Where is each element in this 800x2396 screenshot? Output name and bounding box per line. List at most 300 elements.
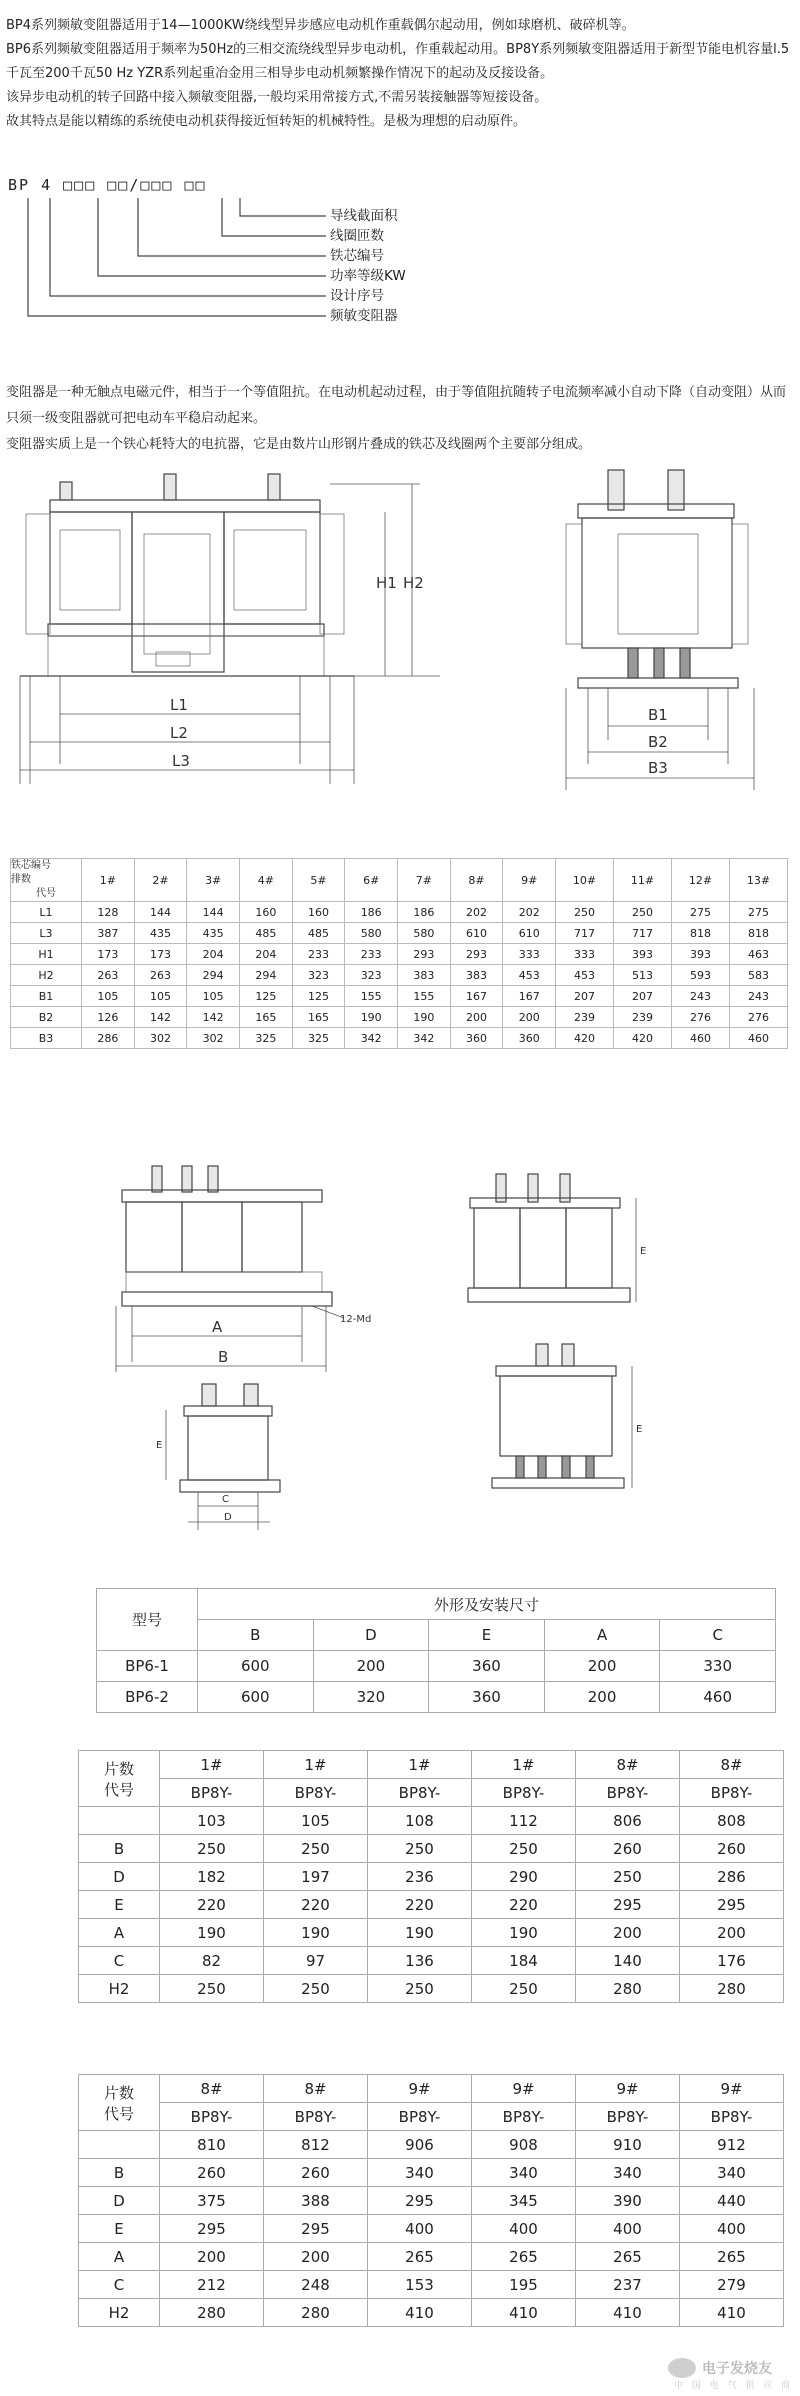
table-cell: 237 <box>576 2271 680 2299</box>
row-label: H2 <box>79 2299 160 2327</box>
table-cell: 190 <box>160 1919 264 1947</box>
table-cell: 263 <box>82 965 135 986</box>
model-number: 806 <box>576 1807 680 1835</box>
table-cell: 250 <box>368 1835 472 1863</box>
table-cell: 485 <box>240 923 293 944</box>
model-prefix: BP8Y- <box>264 1779 368 1807</box>
table-cell: 144 <box>187 902 240 923</box>
table-cell: 167 <box>503 986 556 1007</box>
table-cell: 260 <box>680 1835 784 1863</box>
table-cell: 250 <box>556 902 614 923</box>
table-row <box>79 1835 784 1863</box>
table-cell: 250 <box>472 1835 576 1863</box>
table-cell: 250 <box>576 1863 680 1891</box>
piece-header: 9# <box>472 2075 576 2103</box>
table-cell: 393 <box>672 944 730 965</box>
corner-core-no: 铁芯编号 <box>11 860 51 871</box>
dim-b-bp6: B <box>218 1348 229 1366</box>
model-prefix: BP8Y- <box>264 2103 368 2131</box>
piece-header: 1# <box>368 1751 472 1779</box>
corner-pieces: 片数 <box>103 1759 134 1778</box>
table-cell: 279 <box>680 2271 784 2299</box>
table-cell: 383 <box>450 965 503 986</box>
table-cell: 323 <box>345 965 398 986</box>
table-cell: 295 <box>368 2187 472 2215</box>
row-label: C <box>79 1947 160 1975</box>
label-coil-turns: 线圈匝数 <box>330 228 384 244</box>
column-header: D <box>313 1620 429 1651</box>
column-header: 7# <box>398 859 451 902</box>
corner-code: 代号 <box>36 888 56 899</box>
model-code: BP 4 □□□ □□/□□□ □□ <box>8 176 207 194</box>
row-label: D <box>79 2187 160 2215</box>
column-header: 9# <box>503 859 556 902</box>
table-cell: 239 <box>556 1007 614 1028</box>
table-row <box>11 902 788 923</box>
table-cell: 207 <box>556 986 614 1007</box>
dim-c-bp8y: C <box>222 1494 229 1505</box>
table-row <box>79 1947 784 1975</box>
table-cell: 250 <box>264 1975 368 2003</box>
table-cell: 717 <box>614 923 672 944</box>
table-cell: 610 <box>503 923 556 944</box>
row-label: H2 <box>11 965 82 986</box>
row-label: H2 <box>79 1975 160 2003</box>
model-prefix: BP8Y- <box>680 2103 784 2131</box>
column-header: A <box>544 1620 660 1651</box>
column-header: 6# <box>345 859 398 902</box>
piece-header: 8# <box>160 2075 264 2103</box>
table-cell: 286 <box>680 1863 784 1891</box>
pieces-row <box>79 2075 784 2103</box>
row-label: E <box>79 2215 160 2243</box>
table-cell: 323 <box>292 965 345 986</box>
model-number-row <box>79 2131 784 2159</box>
bp8y-front-drawing <box>158 1380 308 1530</box>
piece-header: 1# <box>264 1751 368 1779</box>
table-cell: 333 <box>556 944 614 965</box>
model-prefix: BP8Y- <box>680 1779 784 1807</box>
model-number: 906 <box>368 2131 472 2159</box>
row-label: B <box>79 2159 160 2187</box>
column-header: 10# <box>556 859 614 902</box>
row-label: L1 <box>11 902 82 923</box>
table-cell: 580 <box>345 923 398 944</box>
table-row <box>11 923 788 944</box>
table-cell: 610 <box>450 923 503 944</box>
table-cell: 342 <box>345 1028 398 1049</box>
table-cell: 294 <box>240 965 293 986</box>
table-cell: 276 <box>730 1007 788 1028</box>
row-label: A <box>79 2243 160 2271</box>
table-row <box>79 1919 784 1947</box>
label-resistor: 频敏变阻器 <box>330 308 398 324</box>
table-cell: 144 <box>134 902 187 923</box>
table-cell: 136 <box>368 1947 472 1975</box>
table-cell: 280 <box>680 1975 784 2003</box>
label-design-serial: 设计序号 <box>330 288 384 304</box>
span-header: 外形及安装尺寸 <box>198 1589 776 1620</box>
label-power-level: 功率等级KW <box>330 268 406 284</box>
table-cell: 125 <box>240 986 293 1007</box>
dim-b2: B2 <box>648 733 668 751</box>
table-cell: 295 <box>160 2215 264 2243</box>
table-cell: 435 <box>187 923 240 944</box>
table-cell: 260 <box>264 2159 368 2187</box>
table-cell: 410 <box>680 2299 784 2327</box>
table-cell: 182 <box>160 1863 264 1891</box>
intro-paragraph-3: 该异步电动机的转子回路中接入频敏变阻器,一般均采用常接方式,不需另装接触器等短接设备。 <box>6 90 548 105</box>
table-row <box>11 965 788 986</box>
table-cell: 184 <box>472 1947 576 1975</box>
table-cell: 463 <box>730 944 788 965</box>
table-cell: 390 <box>576 2187 680 2215</box>
table-row <box>79 2271 784 2299</box>
model-number-row <box>79 1807 784 1835</box>
table-cell: 155 <box>398 986 451 1007</box>
table-cell: 280 <box>264 2299 368 2327</box>
table-cell: 293 <box>398 944 451 965</box>
model-number: 812 <box>264 2131 368 2159</box>
table-cell: 333 <box>503 944 556 965</box>
intro-text <box>6 14 792 134</box>
table-cell: 233 <box>345 944 398 965</box>
dim-l3: L3 <box>172 752 190 770</box>
watermark-brand: 电子发烧友 <box>702 2361 772 2377</box>
table-cell: 190 <box>264 1919 368 1947</box>
table-cell: 325 <box>240 1028 293 1049</box>
table-cell: 197 <box>264 1863 368 1891</box>
front-view-drawing <box>20 464 490 844</box>
table-row <box>97 1651 776 1682</box>
table-cell: 220 <box>472 1891 576 1919</box>
model-header: 型号 <box>97 1589 198 1651</box>
table-cell: 212 <box>160 2271 264 2299</box>
table-cell: 105 <box>134 986 187 1007</box>
bp6-front-drawing <box>112 1162 372 1372</box>
table-cell: 190 <box>368 1919 472 1947</box>
column-header: 2# <box>134 859 187 902</box>
table-cell: 400 <box>680 2215 784 2243</box>
table-cell: 265 <box>472 2243 576 2271</box>
table-cell: 280 <box>160 2299 264 2327</box>
table-cell: 105 <box>82 986 135 1007</box>
table-cell: 345 <box>472 2187 576 2215</box>
intro-paragraph-1: BP4系列频敏变阻器适用于14—1000KW绕线型异步感应电动机作重载偶尔起动用，例如球磨机、破碎机等。 <box>6 18 635 33</box>
model-prefix: BP8Y- <box>368 1779 472 1807</box>
table-cell: 220 <box>368 1891 472 1919</box>
column-header: 3# <box>187 859 240 902</box>
piece-header: 9# <box>576 2075 680 2103</box>
table-row <box>79 1863 784 1891</box>
dim-l2: L2 <box>170 724 188 742</box>
corner-cell <box>79 2075 160 2131</box>
column-header: C <box>660 1620 776 1651</box>
column-header: 4# <box>240 859 293 902</box>
table-cell: 200 <box>503 1007 556 1028</box>
table-cell: 293 <box>450 944 503 965</box>
piece-header: 1# <box>472 1751 576 1779</box>
table-cell: 410 <box>368 2299 472 2327</box>
table-cell: 453 <box>556 965 614 986</box>
watermark-subtitle: 中 国 电 气 供 应 商 <box>674 2381 794 2391</box>
table-cell: 325 <box>292 1028 345 1049</box>
table-cell: 340 <box>576 2159 680 2187</box>
dim-e-bp8y-side: E <box>636 1424 643 1435</box>
table-cell: 340 <box>368 2159 472 2187</box>
table-cell: 513 <box>614 965 672 986</box>
table-row <box>79 2243 784 2271</box>
table-cell: 600 <box>198 1651 314 1682</box>
core-dimension-table <box>10 858 788 1049</box>
table-cell: 243 <box>730 986 788 1007</box>
blank-cell <box>79 1807 160 1835</box>
model-prefix: BP8Y- <box>160 1779 264 1807</box>
table-row <box>11 986 788 1007</box>
table-row <box>79 2159 784 2187</box>
table-cell: 126 <box>82 1007 135 1028</box>
table-cell: 717 <box>556 923 614 944</box>
table-cell: 202 <box>503 902 556 923</box>
table-cell: 190 <box>472 1919 576 1947</box>
bp8y-side-drawing <box>476 1340 656 1520</box>
column-header: E <box>429 1620 545 1651</box>
model-number: 912 <box>680 2131 784 2159</box>
bp6-dimension-table <box>96 1588 776 1713</box>
table-cell: 360 <box>503 1028 556 1049</box>
table-cell: 375 <box>160 2187 264 2215</box>
table-cell: 160 <box>292 902 345 923</box>
table-cell: 207 <box>614 986 672 1007</box>
table-cell: 275 <box>730 902 788 923</box>
table-row <box>79 2187 784 2215</box>
table-cell: 105 <box>187 986 240 1007</box>
table-cell: 460 <box>730 1028 788 1049</box>
table-cell: 302 <box>134 1028 187 1049</box>
row-label: B <box>79 1835 160 1863</box>
table-cell: 239 <box>614 1007 672 1028</box>
table-cell: 290 <box>472 1863 576 1891</box>
dim-h2: H2 <box>403 574 424 592</box>
bp6-side-drawing <box>456 1170 656 1340</box>
row-label: BP6-1 <box>97 1651 198 1682</box>
table-cell: 128 <box>82 902 135 923</box>
model-row <box>79 2103 784 2131</box>
column-header: 11# <box>614 859 672 902</box>
bp8y-dimension-table-1 <box>78 1750 784 2003</box>
model-row <box>79 1779 784 1807</box>
table-cell: 250 <box>264 1835 368 1863</box>
table-cell: 140 <box>576 1947 680 1975</box>
dim-l1: L1 <box>170 696 188 714</box>
table-row <box>97 1682 776 1713</box>
intro-paragraph-4: 故其特点是能以精练的系统使电动机获得接近恒转矩的机械特性。是极为理想的启动原件。 <box>6 114 527 129</box>
model-number: 103 <box>160 1807 264 1835</box>
table-cell: 82 <box>160 1947 264 1975</box>
corner-code: 代号 <box>103 2104 134 2123</box>
table-cell: 160 <box>240 902 293 923</box>
row-label: B2 <box>11 1007 82 1028</box>
label-wire-section: 导线截面积 <box>330 208 398 224</box>
dim-md: 12-Md <box>340 1314 372 1325</box>
table-cell: 818 <box>672 923 730 944</box>
model-number: 810 <box>160 2131 264 2159</box>
table-cell: 280 <box>576 1975 680 2003</box>
table-cell: 250 <box>472 1975 576 2003</box>
table-cell: 260 <box>576 1835 680 1863</box>
table-cell: 97 <box>264 1947 368 1975</box>
table-cell: 200 <box>576 1919 680 1947</box>
table-cell: 435 <box>134 923 187 944</box>
table-cell: 593 <box>672 965 730 986</box>
dim-e-bp6: E <box>640 1246 647 1257</box>
table-cell: 195 <box>472 2271 576 2299</box>
piece-header: 8# <box>680 1751 784 1779</box>
model-number: 808 <box>680 1807 784 1835</box>
table-cell: 340 <box>680 2159 784 2187</box>
row-label: B3 <box>11 1028 82 1049</box>
table-cell: 295 <box>680 1891 784 1919</box>
row-label: D <box>79 1863 160 1891</box>
table-cell: 440 <box>680 2187 784 2215</box>
model-prefix: BP8Y- <box>576 2103 680 2131</box>
table-cell: 340 <box>472 2159 576 2187</box>
table-cell: 165 <box>240 1007 293 1028</box>
model-number: 108 <box>368 1807 472 1835</box>
table-cell: 200 <box>450 1007 503 1028</box>
table-cell: 583 <box>730 965 788 986</box>
table-cell: 190 <box>345 1007 398 1028</box>
table-cell: 383 <box>398 965 451 986</box>
table-row <box>79 2299 784 2327</box>
table-cell: 387 <box>82 923 135 944</box>
corner-cell <box>11 859 82 902</box>
row-label: H1 <box>11 944 82 965</box>
dim-e-bp8y-front: E <box>156 1440 163 1451</box>
table-cell: 220 <box>264 1891 368 1919</box>
table-cell: 190 <box>398 1007 451 1028</box>
table-cell: 410 <box>472 2299 576 2327</box>
label-core-number: 铁芯编号 <box>330 248 384 264</box>
model-prefix: BP8Y- <box>160 2103 264 2131</box>
table-cell: 186 <box>398 902 451 923</box>
model-prefix: BP8Y- <box>576 1779 680 1807</box>
table-cell: 400 <box>576 2215 680 2243</box>
dim-a-bp6: A <box>212 1318 223 1336</box>
table-cell: 250 <box>160 1975 264 2003</box>
pieces-row <box>79 1751 784 1779</box>
table-cell: 263 <box>134 965 187 986</box>
table-cell: 250 <box>160 1835 264 1863</box>
table-cell: 125 <box>292 986 345 1007</box>
row-label: BP6-2 <box>97 1682 198 1713</box>
row-label: E <box>79 1891 160 1919</box>
table-cell: 400 <box>368 2215 472 2243</box>
table-header-row <box>97 1589 776 1620</box>
table-cell: 200 <box>264 2243 368 2271</box>
description-paragraph-2: 变阻器实质上是一个铁心耗特大的电抗器，它是由数片山形钢片叠成的铁芯及线圈两个主要部分组成。 <box>6 437 592 452</box>
table-cell: 165 <box>292 1007 345 1028</box>
column-header: 5# <box>292 859 345 902</box>
table-cell: 360 <box>429 1651 545 1682</box>
model-number: 910 <box>576 2131 680 2159</box>
model-number: 112 <box>472 1807 576 1835</box>
table-row <box>11 944 788 965</box>
table-cell: 200 <box>544 1651 660 1682</box>
table-row <box>11 1007 788 1028</box>
table-cell: 142 <box>134 1007 187 1028</box>
table-cell: 410 <box>576 2299 680 2327</box>
column-header: 1# <box>82 859 135 902</box>
bp8y-dimension-table-2 <box>78 2074 784 2327</box>
dim-d-bp8y: D <box>224 1512 232 1523</box>
model-prefix: BP8Y- <box>472 1779 576 1807</box>
table-cell: 176 <box>680 1947 784 1975</box>
table-cell: 302 <box>187 1028 240 1049</box>
table-cell: 250 <box>368 1975 472 2003</box>
dim-h1: H1 <box>376 574 397 592</box>
table-cell: 250 <box>614 902 672 923</box>
corner-cell <box>79 1751 160 1807</box>
table-cell: 204 <box>240 944 293 965</box>
table-cell: 142 <box>187 1007 240 1028</box>
table-cell: 275 <box>672 902 730 923</box>
intro-paragraph-2: BP6系列频敏变阻器适用于频率为50Hz的三相交流绕线型异步电动机，作重载起动用。BP8Y系列频敏变阻器适用于新型节能电机容量l.5千瓦至200千瓦50 Hz YZR系列起重冶金用三相导步电动机频繁操作情况下的起动及反接设备。 <box>6 42 790 81</box>
table-cell: 202 <box>450 902 503 923</box>
dim-b1: B1 <box>648 706 668 724</box>
row-label: A <box>79 1919 160 1947</box>
table-cell: 818 <box>730 923 788 944</box>
table-cell: 260 <box>160 2159 264 2187</box>
piece-header: 8# <box>576 1751 680 1779</box>
piece-header: 9# <box>368 2075 472 2103</box>
table-subheader-row <box>97 1620 776 1651</box>
table-cell: 173 <box>82 944 135 965</box>
table-row <box>79 1975 784 2003</box>
model-prefix: BP8Y- <box>472 2103 576 2131</box>
table-cell: 173 <box>134 944 187 965</box>
table-cell: 265 <box>576 2243 680 2271</box>
corner-pieces: 片数 <box>103 2083 134 2102</box>
model-code-diagram <box>8 176 428 366</box>
table-cell: 420 <box>556 1028 614 1049</box>
table-cell: 295 <box>576 1891 680 1919</box>
column-header: 12# <box>672 859 730 902</box>
watermark <box>668 2358 796 2392</box>
piece-header: 1# <box>160 1751 264 1779</box>
table-cell: 186 <box>345 902 398 923</box>
piece-header: 8# <box>264 2075 368 2103</box>
model-code-leader-lines <box>8 176 338 366</box>
table-cell: 265 <box>368 2243 472 2271</box>
table-cell: 295 <box>264 2215 368 2243</box>
table-cell: 200 <box>313 1651 429 1682</box>
table-cell: 265 <box>680 2243 784 2271</box>
table-row <box>79 1891 784 1919</box>
table-cell: 342 <box>398 1028 451 1049</box>
table-cell: 460 <box>660 1682 776 1713</box>
description-text <box>6 380 796 458</box>
table-row <box>11 1028 788 1049</box>
table-cell: 200 <box>680 1919 784 1947</box>
table-cell: 155 <box>345 986 398 1007</box>
table-cell: 453 <box>503 965 556 986</box>
table-cell: 420 <box>614 1028 672 1049</box>
table-cell: 320 <box>313 1682 429 1713</box>
table-cell: 276 <box>672 1007 730 1028</box>
table-cell: 236 <box>368 1863 472 1891</box>
description-paragraph-1: 变阻器是一种无触点电磁元件，相当于一个等值阻抗。在电动机起动过程，由于等值阻抗随转子电流频率减小自动下降（自动变阻）从而只须一级变阻器就可把电动车平稳启动起来。 <box>6 385 787 426</box>
